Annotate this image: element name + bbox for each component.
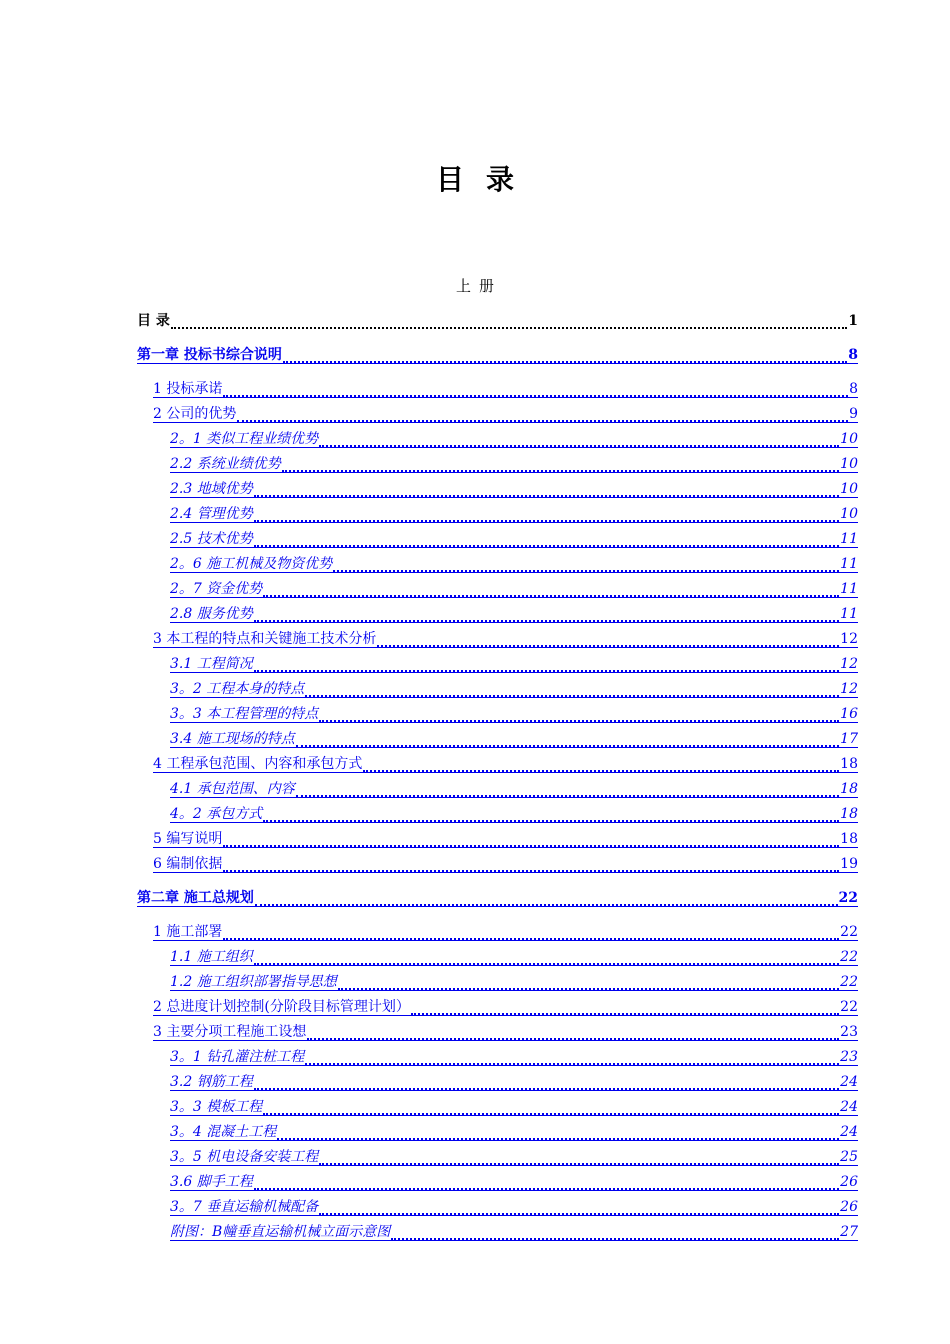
toc-page-number: 18	[840, 756, 858, 772]
toc-link-subsection[interactable]	[170, 502, 858, 523]
toc-entry-text: 1.1 施工组织	[170, 949, 253, 965]
toc-page-number: 18	[840, 831, 858, 847]
toc-link-subsection[interactable]	[170, 970, 858, 991]
toc-entry-text: 3。1 钻孔灌注桩工程	[170, 1049, 305, 1065]
toc-leader	[296, 782, 839, 797]
toc-leader	[377, 632, 839, 647]
toc-link-section[interactable]	[153, 827, 858, 848]
toc-entry-text: 3.1 工程简况	[170, 656, 253, 672]
toc-leader	[254, 1175, 839, 1190]
toc-link-chapter[interactable]	[137, 343, 858, 364]
toc-entry-text: 2。7 资金优势	[170, 581, 263, 597]
toc-leader	[254, 482, 839, 497]
toc-entry-text: 3.6 脚手工程	[170, 1174, 253, 1190]
toc-page-number: 10	[840, 431, 858, 447]
toc-entry	[137, 309, 858, 329]
toc-leader	[223, 832, 839, 847]
toc-entry-text: 目 录	[137, 313, 170, 329]
toc-entry-text: 第二章 施工总规划	[137, 890, 254, 906]
toc-leader	[171, 314, 847, 329]
toc-link-section[interactable]	[153, 995, 858, 1016]
toc-entry-text: 3。5 机电设备安装工程	[170, 1149, 319, 1165]
toc-link-subsection[interactable]	[170, 577, 858, 598]
toc-entry-text: 3。7 垂直运输机械配备	[170, 1199, 319, 1215]
toc-leader	[263, 807, 839, 822]
toc-entry-text: 5 编写说明	[153, 831, 223, 847]
toc-link-subsection[interactable]	[170, 1095, 858, 1116]
toc-entry-text: 1 投标承诺	[153, 381, 223, 397]
toc-entry-text: 2。6 施工机械及物资优势	[170, 556, 333, 572]
toc-leader	[263, 582, 839, 597]
toc-page-number: 11	[840, 531, 858, 547]
toc-entry-text: 2 总进度计划控制(分阶段目标管理计划）	[153, 999, 410, 1015]
toc-leader	[319, 432, 839, 447]
toc-page-number: 24	[840, 1099, 858, 1115]
toc-entry-text: 4.1 承包范围、内容	[170, 781, 295, 797]
toc-link-subsection[interactable]	[170, 1220, 858, 1241]
toc-entry-text: 3.4 施工现场的特点	[170, 731, 295, 747]
toc-entry-text: 第一章 投标书综合说明	[137, 347, 282, 363]
toc-entry-text: 2。1 类似工程业绩优势	[170, 431, 319, 447]
toc-entry-text: 4 工程承包范围、内容和承包方式	[153, 756, 363, 772]
toc-link-section[interactable]	[153, 627, 858, 648]
toc-page-number: 17	[840, 731, 858, 747]
toc-link-subsection[interactable]	[170, 602, 858, 623]
toc-link-subsection[interactable]	[170, 702, 858, 723]
toc-link-subsection[interactable]	[170, 1145, 858, 1166]
toc-page-number: 16	[840, 706, 858, 722]
toc-leader	[254, 1075, 839, 1090]
toc-page-number: 12	[840, 656, 858, 672]
toc-link-subsection[interactable]	[170, 945, 858, 966]
toc-entry-text: 1 施工部署	[153, 924, 223, 940]
toc-leader	[254, 607, 839, 622]
toc-page-number: 23	[840, 1024, 858, 1040]
toc-page-number: 10	[840, 506, 858, 522]
toc-page-number: 24	[840, 1074, 858, 1090]
volume-label: 上册	[455, 277, 502, 295]
toc-page-number: 24	[840, 1124, 858, 1140]
toc-link-subsection[interactable]	[170, 677, 858, 698]
toc-page-number: 22	[840, 924, 858, 940]
toc-page-number: 26	[840, 1199, 858, 1215]
toc-leader	[254, 950, 839, 965]
toc-leader	[333, 557, 839, 572]
toc-link-subsection[interactable]	[170, 1045, 858, 1066]
toc-page-number: 11	[840, 556, 858, 572]
toc-entry-text: 4。2 承包方式	[170, 806, 263, 822]
toc-leader	[254, 507, 839, 522]
toc-leader	[319, 1150, 839, 1165]
toc-page-number: 8	[848, 347, 858, 363]
toc-entry-text: 1.2 施工组织部署指导思想	[170, 974, 337, 990]
toc-entry-text: 3.2 钢筋工程	[170, 1074, 253, 1090]
toc-leader	[319, 1200, 839, 1215]
toc-link-subsection[interactable]	[170, 477, 858, 498]
toc-link-subsection[interactable]	[170, 1070, 858, 1091]
toc-entry-text: 6 编制依据	[153, 856, 223, 872]
toc-link-section[interactable]	[153, 920, 858, 941]
toc-page-number: 12	[840, 681, 858, 697]
toc-entry-text: 3。3 模板工程	[170, 1099, 263, 1115]
toc-page-number: 22	[838, 890, 858, 906]
toc-link-subsection[interactable]	[170, 552, 858, 573]
toc-entry-text: 3 本工程的特点和关键施工技术分析	[153, 631, 377, 647]
toc-link-subsection[interactable]	[170, 727, 858, 748]
toc-page-number: 27	[840, 1224, 858, 1240]
toc-leader	[223, 857, 839, 872]
toc-link-subsection[interactable]	[170, 1195, 858, 1216]
toc-entry-text: 2 公司的优势	[153, 406, 237, 422]
toc-entry-text: 附图：B幢垂直运输机械立面示意图	[170, 1224, 391, 1240]
toc-leader	[254, 532, 839, 547]
toc-entry-text: 3。2 工程本身的特点	[170, 681, 305, 697]
toc-page-number: 22	[840, 999, 858, 1015]
toc-leader	[319, 707, 839, 722]
toc-link-section[interactable]	[153, 1020, 858, 1041]
toc-page-number: 25	[840, 1149, 858, 1165]
toc-page-number: 22	[840, 949, 858, 965]
toc-entry-text: 2.5 技术优势	[170, 531, 253, 547]
toc-link-section[interactable]	[153, 852, 858, 873]
toc-leader	[305, 682, 839, 697]
toc-page-number: 1	[848, 313, 858, 329]
toc-entry-text: 2.2 系统业绩优势	[170, 456, 281, 472]
toc-link-chapter[interactable]	[137, 886, 858, 907]
toc-leader	[363, 757, 839, 772]
toc-page-number: 12	[840, 631, 858, 647]
toc-leader	[391, 1225, 839, 1240]
toc-page-number: 10	[840, 456, 858, 472]
toc-leader	[282, 457, 839, 472]
toc-link-section[interactable]	[153, 752, 858, 773]
toc-entry-text: 3 主要分项工程施工设想	[153, 1024, 307, 1040]
toc-leader	[411, 1000, 839, 1015]
toc-leader	[305, 1050, 839, 1065]
page-title: 目录	[435, 163, 536, 196]
toc-leader	[254, 657, 839, 672]
toc-link-section[interactable]	[153, 402, 858, 423]
toc-leader	[296, 732, 839, 747]
toc-page-number: 18	[840, 806, 858, 822]
toc-leader	[255, 891, 838, 906]
toc-page-number: 11	[840, 606, 858, 622]
toc-page-number: 8	[849, 381, 858, 397]
toc-entry-text: 2.8 服务优势	[170, 606, 253, 622]
toc-link-subsection[interactable]	[170, 527, 858, 548]
toc-page-number: 18	[840, 781, 858, 797]
toc-page-number: 9	[849, 406, 858, 422]
toc-leader	[283, 348, 847, 363]
toc-link-subsection[interactable]	[170, 802, 858, 823]
toc-entry-text: 3。4 混凝土工程	[170, 1124, 277, 1140]
toc-link-subsection[interactable]	[170, 652, 858, 673]
toc-page-number: 23	[840, 1049, 858, 1065]
toc-page-number: 11	[840, 581, 858, 597]
toc-leader	[223, 382, 848, 397]
toc-leader	[223, 925, 839, 940]
toc-page-number: 19	[840, 856, 858, 872]
toc-link-subsection[interactable]	[170, 427, 858, 448]
toc-leader	[338, 975, 839, 990]
toc-leader	[237, 407, 848, 422]
toc-entry-text: 3。3 本工程管理的特点	[170, 706, 319, 722]
toc-page-number: 22	[840, 974, 858, 990]
toc-entry-text: 2.4 管理优势	[170, 506, 253, 522]
toc-link-section[interactable]	[153, 377, 858, 398]
toc-entry-text: 2.3 地域优势	[170, 481, 253, 497]
toc-leader	[277, 1125, 839, 1140]
toc-page-number: 26	[840, 1174, 858, 1190]
toc-leader	[263, 1100, 839, 1115]
toc-link-subsection[interactable]	[170, 452, 858, 473]
toc-link-subsection[interactable]	[170, 1170, 858, 1191]
toc-link-subsection[interactable]	[170, 1120, 858, 1141]
toc-leader	[307, 1025, 839, 1040]
toc-page-number: 10	[840, 481, 858, 497]
toc-link-subsection[interactable]	[170, 777, 858, 798]
